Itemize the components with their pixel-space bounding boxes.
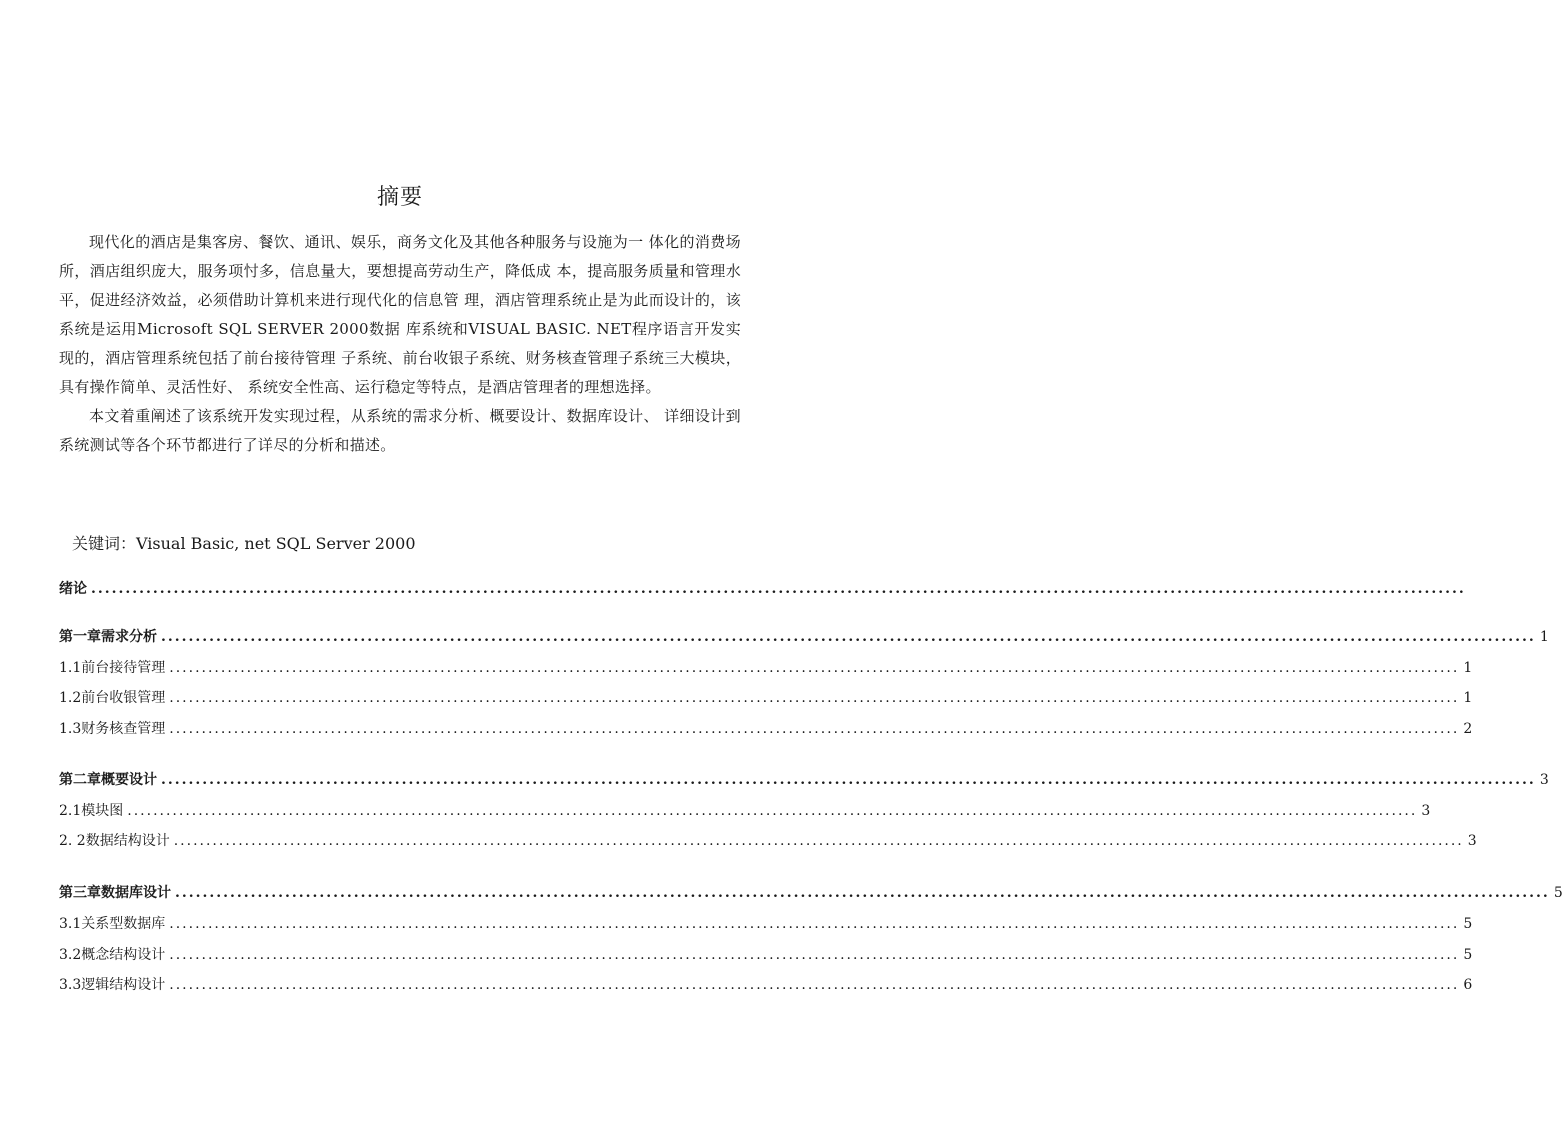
toc-leader-dots: ........................................................................................................................................................................................................ [161,629,1536,645]
toc-entry-label: 第三章数据库设计 [59,885,171,901]
toc-entry-page: 2 [1463,721,1473,737]
toc-entry-label: 1.2前台收银管理 [59,690,166,706]
toc-leader-dots: ........................................................................................................................................................................................................ [91,581,1466,597]
toc-entry[interactable] [59,626,1549,648]
abstract-title: 摘要 [376,185,423,210]
toc-entry-label: 绪论 [59,581,87,597]
toc-entry-label: 1.1前台接待管理 [59,660,166,676]
toc-entry-page: 3 [1467,833,1477,849]
toc-entry-label: 2.1模块图 [59,803,124,819]
toc-entry-label: 第二章概要设计 [59,772,157,788]
toc-entry-page: 1 [1539,629,1549,645]
toc-leader-dots: ........................................................................................................................................................................................................ [127,803,1418,819]
toc-entry-page: 6 [1463,977,1473,993]
toc-entry[interactable] [59,800,1431,822]
toc-entry-page: 5 [1553,885,1563,901]
toc-entry-label: 1.3财务核查管理 [59,721,166,737]
toc-leader-dots: ........................................................................................................................................................................................................ [175,885,1550,901]
toc-leader-dots: ........................................................................................................................................................................................................ [169,660,1460,676]
toc-entry[interactable] [59,830,1477,852]
toc-leader-dots: ........................................................................................................................................................................................................ [169,977,1460,993]
toc-leader-dots: ........................................................................................................................................................................................................ [169,690,1460,706]
keywords-line: 关键词：Visual Basic, net SQL Server 2000 [72,534,416,553]
toc-entry-label: 3.2概念结构设计 [59,947,166,963]
abstract-paragraph-1: 现代化的酒店是集客房、餐饮、通讯、娱乐，商务文化及其他各种服务与设施为一 体化的消费场所，酒店组织庞大，服务项忖多，信息量大，要想提高劳动生产，降低成 本，提高服务质量和管理水平，促进经济效益，必须借助计算机来进行现代化的信息管 理，酒店管理系统止是为此而设计的，该系统是运用Microsoft SQL SERVER 2000数据 库系统和VISUAL BASIC. NET程序语言开发实现的，酒店管理系统包括了前台接待管理 子系统、前台收银子系统、财务核查管理子系统三大模块，具有操作简单、灵活性好、 系统安全性高、运行稳定等特点，是酒店管理者的理想选择。 [59,233,741,396]
toc-entry-page: 3 [1539,772,1549,788]
toc-entry-page: 1 [1463,690,1473,706]
toc-entry-page: 3 [1421,803,1431,819]
toc-leader-dots: ........................................................................................................................................................................................................ [173,833,1464,849]
toc-entry[interactable] [59,687,1473,709]
abstract-body [59,228,741,460]
toc-entry-label: 3.3逻辑结构设计 [59,977,166,993]
toc-entry[interactable] [59,882,1563,904]
toc-entry[interactable] [59,657,1473,679]
abstract-paragraph-2: 本文着重阐述了该系统开发实现过程，从系统的需求分析、概要设计、数据库设计、 详细设计到系统测试等各个环节都进行了详尽的分析和描述。 [59,407,741,454]
toc-entry[interactable] [59,974,1473,996]
toc-entry-label: 2. 2数据结构设计 [59,833,170,849]
toc-entry-page: 5 [1463,916,1473,932]
toc-leader-dots: ........................................................................................................................................................................................................ [169,916,1460,932]
toc-entry[interactable] [59,578,1466,600]
toc-entry[interactable] [59,718,1473,740]
toc-entry-label: 第一章需求分析 [59,629,157,645]
toc-entry[interactable] [59,913,1473,935]
toc-entry-page: 1 [1463,660,1473,676]
toc-entry[interactable] [59,769,1549,791]
toc-entry[interactable] [59,944,1473,966]
toc-entry-page: 5 [1463,947,1473,963]
toc-entry-label: 3.1关系型数据库 [59,916,166,932]
toc-leader-dots: ........................................................................................................................................................................................................ [169,947,1460,963]
toc-leader-dots: ........................................................................................................................................................................................................ [161,772,1536,788]
toc-leader-dots: ........................................................................................................................................................................................................ [169,721,1460,737]
